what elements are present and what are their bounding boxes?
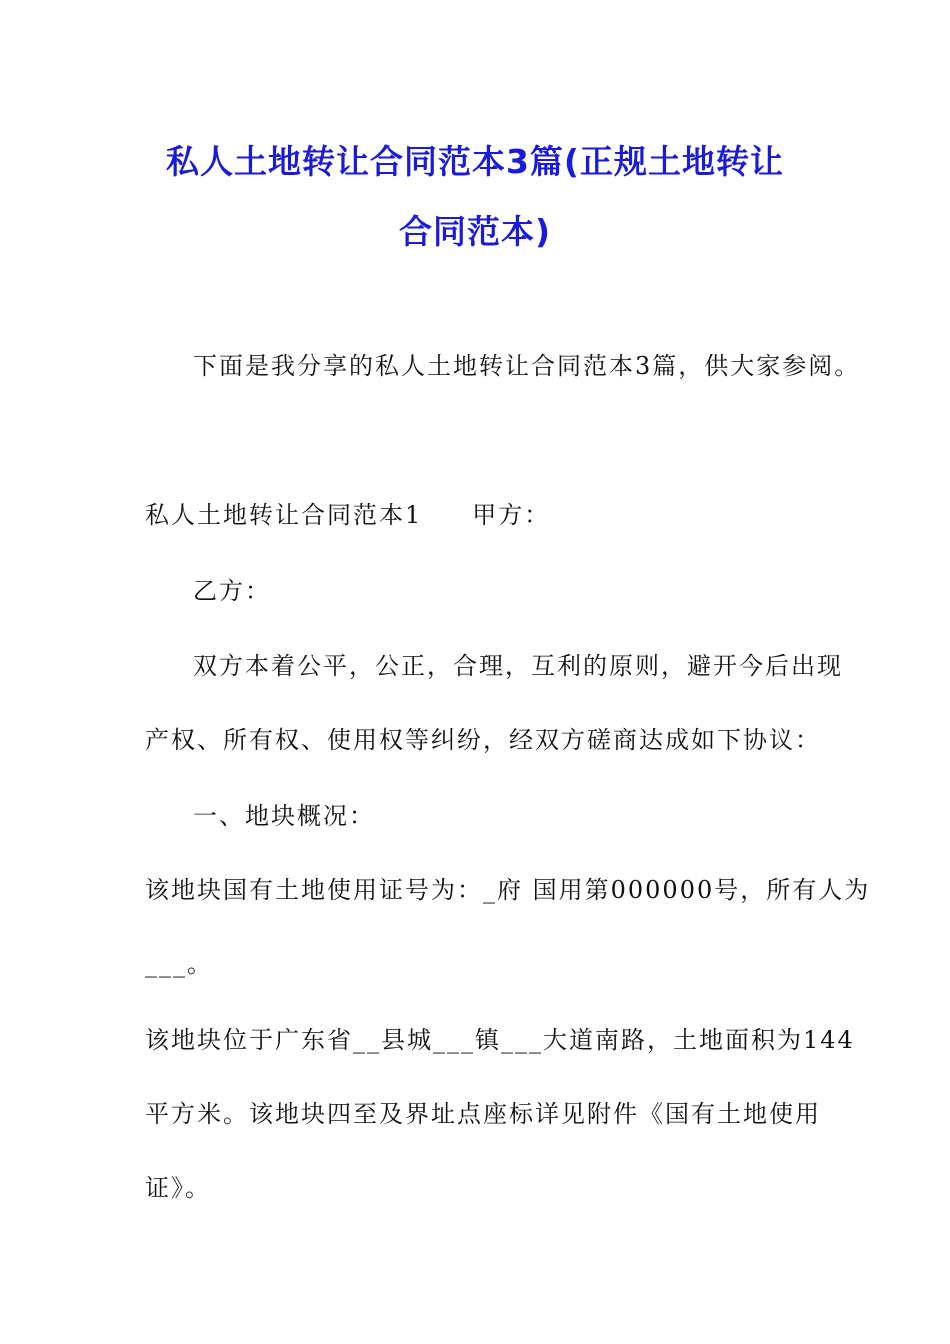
document-title-line-1: 私人土地转让合同范本3篇(正规土地转让 [165, 142, 785, 181]
location-line-3: 证》。 [145, 1174, 211, 1202]
party-a-label: 甲方： [472, 501, 551, 529]
intro-paragraph: 下面是我分享的私人土地转让合同范本3篇，供大家参阅。 [193, 352, 861, 380]
paragraph-1-line-1: 双方本着公平，公正，合理，互利的原则，避开今后出现 [193, 652, 843, 680]
location-line-1: 该地块位于广东省__县城___镇___大道南路，土地面积为144 [145, 1026, 855, 1054]
certificate-line-2: ___。 [145, 950, 213, 978]
certificate-line-1: 该地块国有土地使用证号为：_府 国用第000000号，所有人为 [145, 876, 871, 904]
location-line-2: 平方米。该地块四至及界址点座标详见附件《国有土地使用 [145, 1100, 821, 1128]
party-b-label: 乙方： [193, 577, 271, 605]
document-title-line-2: 合同范本) [398, 212, 552, 251]
paragraph-1-line-2: 产权、所有权、使用权等纠纷，经双方磋商达成如下协议： [145, 726, 821, 754]
section-heading: 私人土地转让合同范本1 [145, 501, 423, 529]
section-heading-row [145, 495, 550, 530]
clause-1-heading: 一、地块概况： [193, 802, 375, 830]
